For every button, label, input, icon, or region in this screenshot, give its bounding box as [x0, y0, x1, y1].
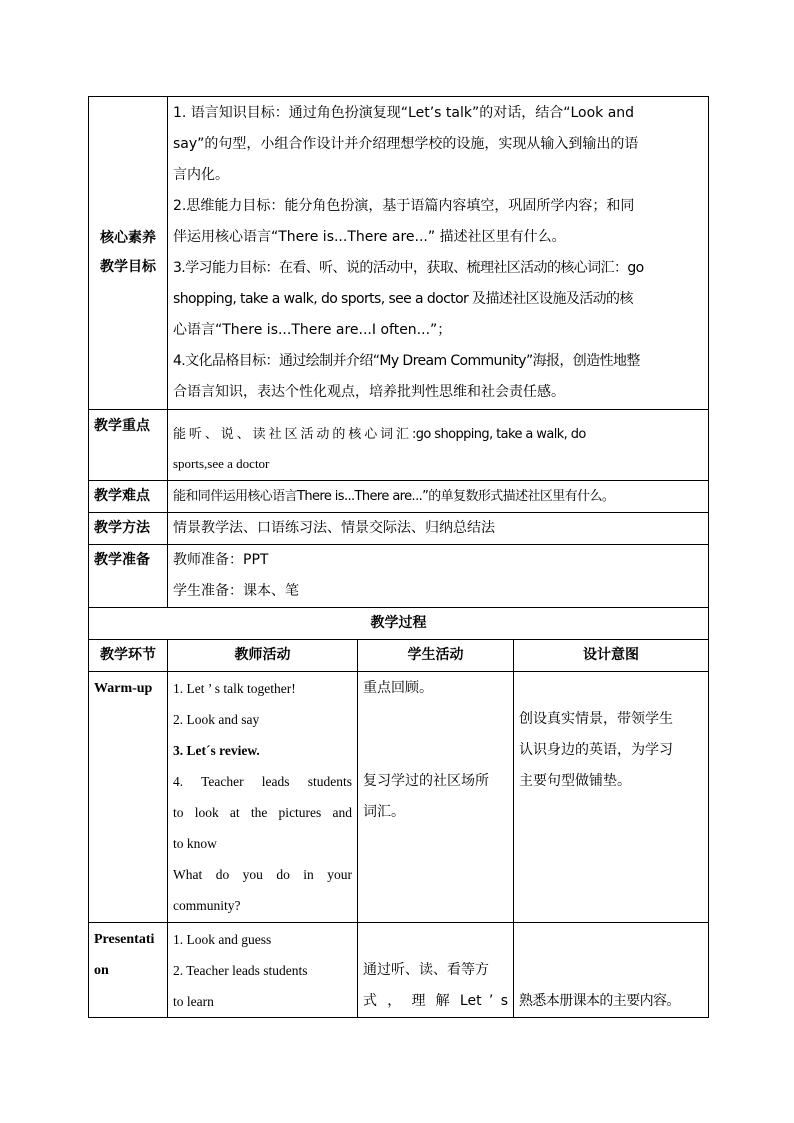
core-objectives-row	[89, 97, 709, 410]
objective-line: say”的句型，小组合作设计并介绍理想学校的设施，实现从输入到输出的语	[173, 136, 639, 152]
difficult-points-content: 能和同伴运用核心语言There is...There are...”的单复数形式描述社区里有什么。	[168, 481, 709, 513]
core-objectives-label: 核心素养 教学目标	[89, 97, 168, 410]
key-points-line: 能 听 、 说 、 读 社 区 活 动 的 核 心 词 汇 :go shopping, take a walk, do	[173, 427, 586, 442]
presentation-row	[89, 923, 709, 1018]
warmup-teacher-activity: 1. Let ’ s talk together! 2. Look and say 3. Let´s review. 4. Teacher leads students to look at the pictures and to know What do you do in your community?	[168, 672, 358, 923]
warmup-student-activity: 重点回顾。 复习学过的社区场所 词汇。	[358, 672, 514, 923]
teaching-methods-row	[89, 513, 709, 545]
objective-line: 合语言知识，表达个性化观点，培养批判性思维和社会责任感。	[173, 384, 565, 400]
core-objectives-content	[168, 97, 709, 410]
objective-line: 4.文化品格目标：通过绘制并介绍“My Dream Community”海报，创造性地整	[173, 353, 640, 369]
objective-line: 3.学习能力目标：在看、听、说的活动中，获取、梳理社区活动的核心词汇：go	[173, 260, 644, 276]
objective-line: 2.思维能力目标：能分角色扮演，基于语篇内容填空，巩固所学内容；和同	[173, 198, 635, 214]
presentation-student-activity: 通过听、读、看等方 式 ， 理 解 Let ’ s	[358, 923, 514, 1018]
difficult-points-label: 教学难点	[89, 481, 168, 513]
difficult-points-row	[89, 481, 709, 513]
header-student-activity: 学生活动	[358, 640, 514, 672]
key-points-row	[89, 410, 709, 481]
teaching-methods-content: 情景教学法、口语练习法、情景交际法、归纳总结法	[168, 513, 709, 545]
key-points-content	[168, 410, 709, 481]
preparation-content	[168, 545, 709, 608]
header-design-intent: 设计意图	[514, 640, 709, 672]
presentation-design-intent: 熟悉本册课本的主要内容。	[514, 923, 709, 1018]
objective-line: 心语言“There is...There are...I often...”；	[173, 322, 452, 338]
preparation-label: 教学准备	[89, 545, 168, 608]
student-prep: 学生准备：课本、笔	[173, 583, 299, 599]
process-title-row	[89, 608, 709, 640]
presentation-teacher-activity: 1. Look and guess 2. Teacher leads students to learn	[168, 923, 358, 1018]
warmup-row	[89, 672, 709, 923]
key-points-label: 教学重点	[89, 410, 168, 481]
presentation-stage: Presentati on	[89, 923, 168, 1018]
key-points-line: sports,see a doctor	[173, 456, 270, 471]
preparation-row	[89, 545, 709, 608]
warmup-stage: Warm-up	[89, 672, 168, 923]
teacher-prep: 教师准备：PPT	[173, 552, 269, 568]
lesson-plan-table	[88, 96, 709, 1018]
header-stage: 教学环节	[89, 640, 168, 672]
warmup-design-intent: 创设真实情景，带领学生 认识身边的英语，为学习 主要句型做铺垫。	[514, 672, 709, 923]
objective-line: 伴运用核心语言“There is...There are...” 描述社区里有什么。	[173, 229, 566, 245]
objective-line: 言内化。	[173, 167, 229, 183]
header-teacher-activity: 教师活动	[168, 640, 358, 672]
objective-line: shopping, take a walk, do sports, see a doctor 及描述社区设施及活动的核	[173, 291, 633, 307]
teaching-methods-label: 教学方法	[89, 513, 168, 545]
objective-line: 1. 语言知识目标：通过角色扮演复现“Let’s talk”的对话，结合“Look and	[173, 105, 635, 121]
process-header-row	[89, 640, 709, 672]
process-title: 教学过程	[89, 608, 709, 640]
